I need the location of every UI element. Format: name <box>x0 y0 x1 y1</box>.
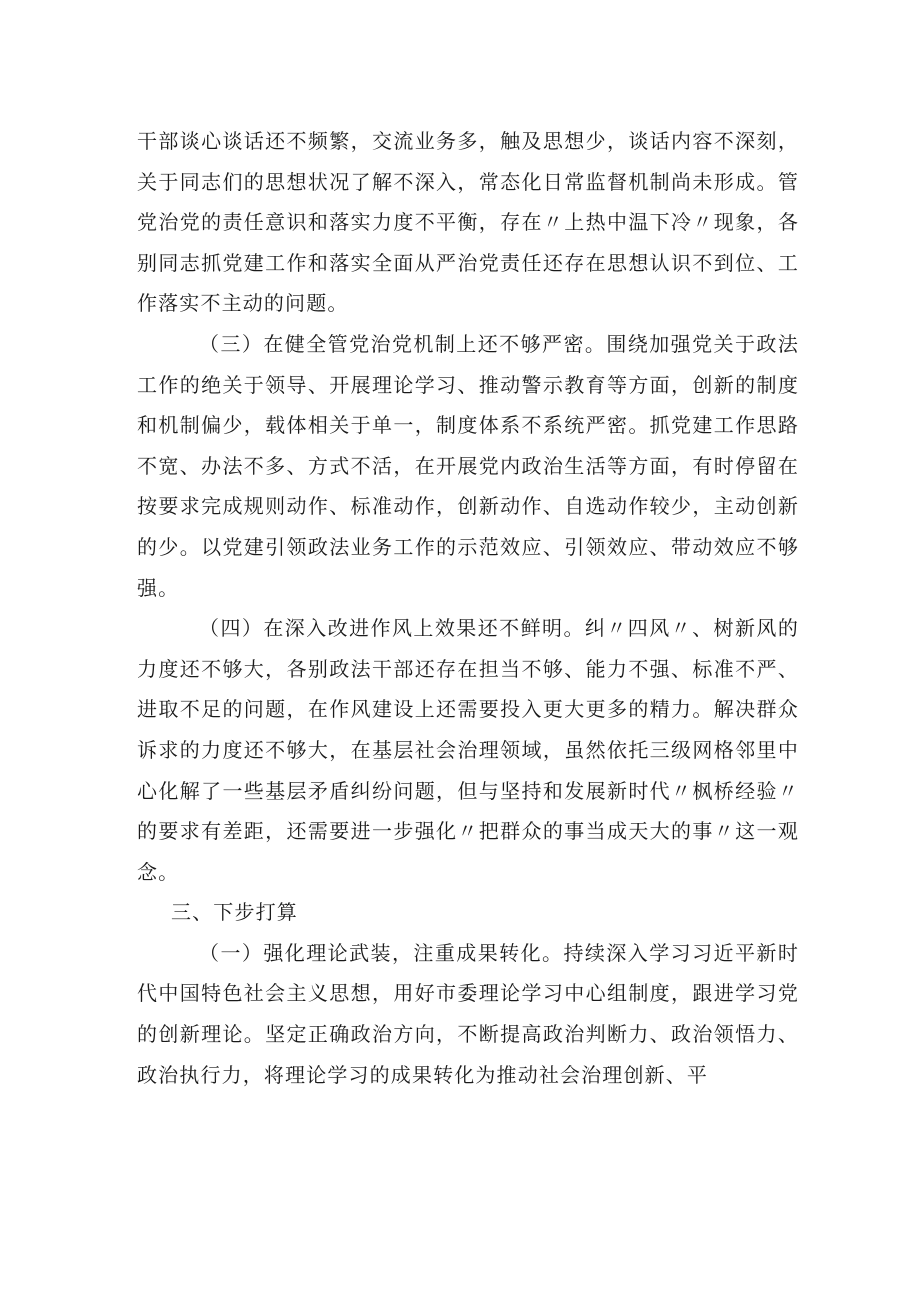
document-body <box>137 121 799 1095</box>
paragraph-party-mechanism: （三）在健全管党治党机制上还不够严密。围绕加强党关于政法工作的绝关于领导、开展理论学习、推动警示教育等方面，创新的制度和机制偏少，载体相关于单一，制度体系不系统严密。抓党建工作思路不宽、办法不多、方式不活，在开展党内政治生活等方面，有时停留在按要求完成规则动作、标准动作，创新动作、自选动作较少，主动创新的少。以党建引领政法业务工作的示范效应、引领效应、带动效应不够强。 <box>137 331 799 600</box>
paragraph-work-style: （四）在深入改进作风上效果还不鲜明。纠〃四风〃、树新风的力度还不够大，各别政法干部还存在担当不够、能力不强、标准不严、进取不足的问题，在作风建设上还需要投入更大更多的精力。解决群众诉求的力度还不够大，在基层社会治理领域，虽然依托三级网格邻里中心化解了一些基层矛盾纠纷问题，但与坚持和发展新时代〃枫桥经验〃的要求有差距，还需要进一步强化〃把群众的事当成天大的事〃这一观念。 <box>137 616 799 884</box>
section-heading-next-steps: 三、下步打算 <box>171 900 298 925</box>
paragraph-continuation: 干部谈心谈话还不频繁，交流业务多，触及思想少，谈话内容不深刻，关于同志们的思想状况了解不深入，常态化日常监督机制尚未形成。管党治党的责任意识和落实力度不平衡，存在〃上热中温下冷〃现象，各别同志抓党建工作和落实全面从严治党责任还存在思想认识不到位、工作落实不主动的问题。 <box>137 129 799 316</box>
paragraph-theory-study: （一）强化理论武装，注重成果转化。持续深入学习习近平新时代中国特色社会主义思想，用好市委理论学习中心组制度，跟进学习党的创新理论。坚定正确政治方向，不断提高政治判断力、政治领悟力、政治执行力，将理论学习的成果转化为推动社会治理创新、平 <box>137 940 799 1087</box>
